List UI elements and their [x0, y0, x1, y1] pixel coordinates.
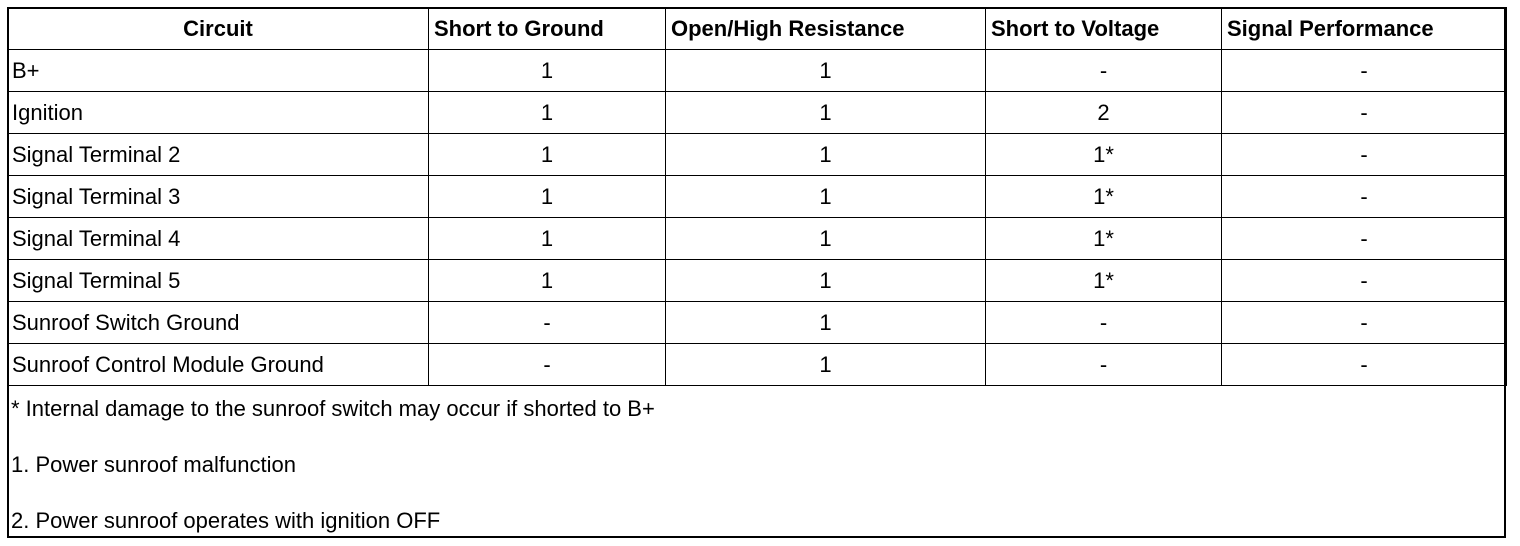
signal-performance-cell: -	[1222, 176, 1507, 218]
circuit-cell: Sunroof Control Module Ground	[8, 344, 429, 386]
note-asterisk: * Internal damage to the sunroof switch may occur if shorted to B+	[11, 396, 655, 421]
short-to-ground-cell: 1	[429, 92, 666, 134]
table-row	[8, 134, 1507, 176]
table-row	[8, 50, 1507, 92]
short-to-voltage-cell: -	[986, 302, 1222, 344]
short-to-ground-cell: -	[429, 302, 666, 344]
open-high-resistance-cell: 1	[666, 218, 986, 260]
table-row	[8, 344, 1507, 386]
open-high-resistance-cell: 1	[666, 134, 986, 176]
circuit-diagnostic-table	[7, 7, 1507, 386]
table-row	[8, 218, 1507, 260]
short-to-ground-cell: -	[429, 344, 666, 386]
table-row	[8, 302, 1507, 344]
header-circuit: Circuit	[8, 8, 429, 50]
short-to-voltage-cell: 1*	[986, 176, 1222, 218]
short-to-voltage-cell: -	[986, 344, 1222, 386]
short-to-ground-cell: 1	[429, 50, 666, 92]
short-to-voltage-cell: 1*	[986, 134, 1222, 176]
open-high-resistance-cell: 1	[666, 344, 986, 386]
circuit-cell: Signal Terminal 5	[8, 260, 429, 302]
signal-performance-cell: -	[1222, 344, 1507, 386]
short-to-voltage-cell: -	[986, 50, 1222, 92]
short-to-voltage-cell: 2	[986, 92, 1222, 134]
table-header-row	[8, 8, 1507, 50]
short-to-ground-cell: 1	[429, 218, 666, 260]
short-to-ground-cell: 1	[429, 176, 666, 218]
signal-performance-cell: -	[1222, 302, 1507, 344]
short-to-ground-cell: 1	[429, 134, 666, 176]
open-high-resistance-cell: 1	[666, 50, 986, 92]
signal-performance-cell: -	[1222, 92, 1507, 134]
circuit-cell: Signal Terminal 2	[8, 134, 429, 176]
open-high-resistance-cell: 1	[666, 302, 986, 344]
circuit-cell: Signal Terminal 3	[8, 176, 429, 218]
short-to-voltage-cell: 1*	[986, 260, 1222, 302]
note-2: 2. Power sunroof operates with ignition OFF	[11, 508, 441, 533]
circuit-cell: B+	[8, 50, 429, 92]
open-high-resistance-cell: 1	[666, 176, 986, 218]
header-short-to-voltage: Short to Voltage	[986, 8, 1222, 50]
short-to-voltage-cell: 1*	[986, 218, 1222, 260]
circuit-cell: Ignition	[8, 92, 429, 134]
header-open-high-resistance: Open/High Resistance	[666, 8, 986, 50]
table-row	[8, 92, 1507, 134]
open-high-resistance-cell: 1	[666, 260, 986, 302]
header-signal-performance: Signal Performance	[1222, 8, 1507, 50]
signal-performance-cell: -	[1222, 50, 1507, 92]
open-high-resistance-cell: 1	[666, 92, 986, 134]
table-row	[8, 176, 1507, 218]
short-to-ground-cell: 1	[429, 260, 666, 302]
header-short-to-ground: Short to Ground	[429, 8, 666, 50]
circuit-cell: Signal Terminal 4	[8, 218, 429, 260]
table-row	[8, 260, 1507, 302]
table-notes	[9, 386, 1504, 536]
circuit-cell: Sunroof Switch Ground	[8, 302, 429, 344]
signal-performance-cell: -	[1222, 134, 1507, 176]
note-1: 1. Power sunroof malfunction	[11, 452, 296, 477]
signal-performance-cell: -	[1222, 260, 1507, 302]
signal-performance-cell: -	[1222, 218, 1507, 260]
